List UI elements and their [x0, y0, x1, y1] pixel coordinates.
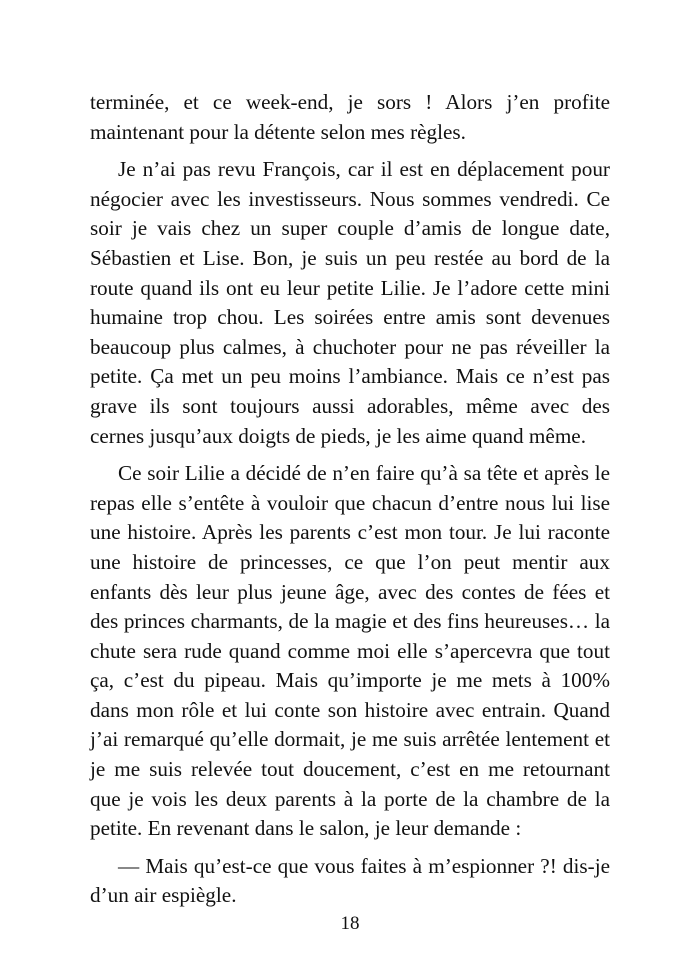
paragraph-francois: Je n’ai pas revu François, car il est en déplacement pour négocier avec les investisseurs. Nous sommes vendredi. Ce soir je vais chez un super couple d’amis de longue date, Sébastien et Lise. Bon, je suis un peu restée au bord de la route quand ils ont eu leur petite Lilie. Je l’adore cette mini humaine trop chou. Les soirées entre amis sont devenues beaucoup plus calmes, à chuchoter pour ne pas réveiller la petite. Ça met un peu moins l’ambiance. Mais ce n’est pas grave ils sont toujours aussi adorables, même avec des cernes jusqu’aux doigts de pieds, je les aime quand même. — [90, 157, 610, 448]
page-body — [90, 88, 610, 919]
paragraph-continuation: terminée, et ce week-end, je sors ! Alors j’en profite maintenant pour la détente selon mes règles. — [90, 90, 610, 144]
paragraph-lilie-story: Ce soir Lilie a décidé de n’en faire qu’à sa tête et après le repas elle s’entête à vouloir que chacun d’entre nous lui lise une histoire. Après les parents c’est mon tour. Je lui raconte une histoire de princesses, ce que l’on peut mentir aux enfants dès leur plus jeune âge, avec des contes de fées et des princes charmants, de la magie et des fins heureuses… la chute sera rude quand comme moi elle s’apercevra que tout ça, c’est du pipeau. Mais qu’importe je me mets à 100% dans mon rôle et lui conte son histoire avec entrain. Quand j’ai remarqué qu’elle dormait, je me suis arrêtée lentement et je me suis relevée tout doucement, c’est en me retournant que je vois les deux parents à la porte de la chambre de la petite. En revenant dans le salon, je leur demande : — [90, 461, 610, 841]
page-number: 18 — [340, 913, 360, 934]
paragraph-dialogue: — Mais qu’est-ce que vous faites à m’espionner ?! dis-je d’un air espiègle. — [90, 853, 610, 908]
